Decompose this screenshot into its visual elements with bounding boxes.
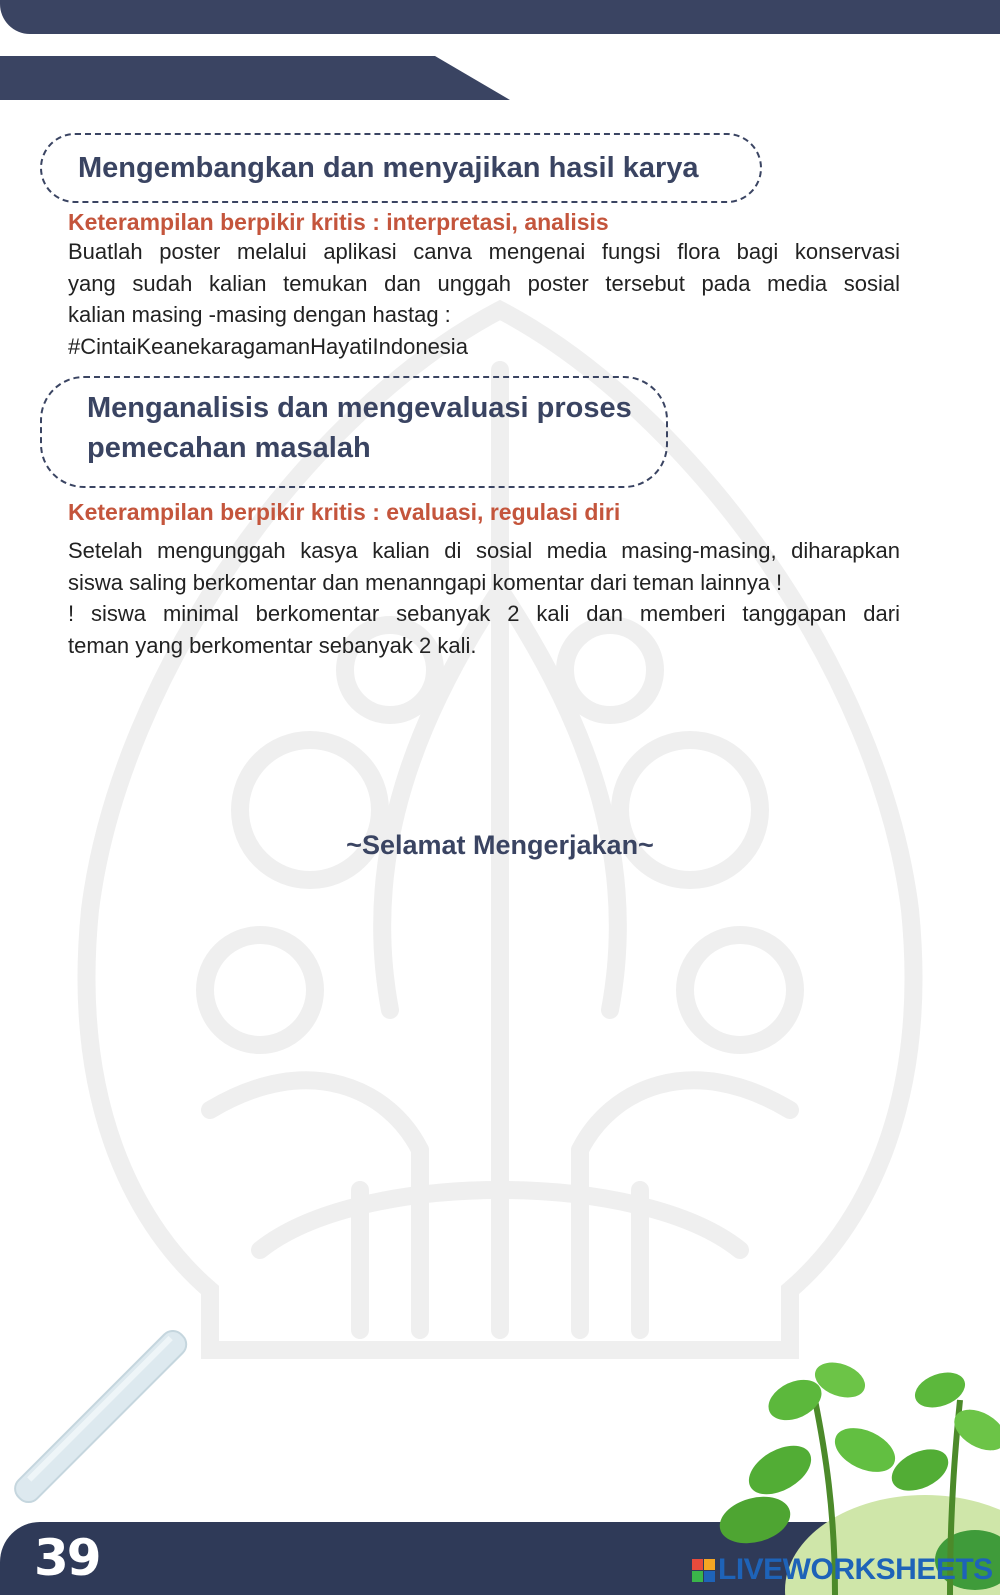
liveworksheets-logo[interactable]	[692, 1552, 993, 1588]
section-1-title: Mengembangkan dan menyajikan hasil karya	[78, 152, 699, 184]
section-1-hashtag: #CintaiKeanekaragamanHayatiIndonesia	[68, 333, 468, 359]
section-2-title-line-2: pemecahan masalah	[87, 432, 371, 464]
page-number: 39	[34, 1529, 100, 1587]
section-1-line: yang sudah kalian temukan dan unggah poster tersebut pada media sosial	[68, 270, 900, 296]
section-2-instructions	[68, 535, 900, 661]
pen-illustration-icon	[0, 1330, 190, 1520]
section-1-line: Buatlah poster melalui aplikasi canva mengenai fungsi flora bagi konservasi	[68, 239, 900, 264]
section-1-skill-label: Keterampilan berpikir kritis : interpretasi, analisis	[68, 209, 609, 235]
section-2-skill-label: Keterampilan berpikir kritis : evaluasi, regulasi diri	[68, 499, 621, 525]
top-header-bar	[0, 0, 1000, 34]
section-2-line: ! siswa minimal berkomentar sebanyak 2 kali dan memberi tanggapan dari	[68, 601, 900, 626]
liveworksheets-logo-icon	[692, 1559, 715, 1582]
section-2-line: teman yang berkomentar sebanyak 2 kali.	[68, 632, 477, 658]
header-tab-shape	[0, 56, 510, 100]
section-1-line: kalian masing -masing dengan hastag :	[68, 302, 451, 327]
liveworksheets-brand: LIVEWORKSHEETS	[718, 1553, 993, 1586]
section-1-instructions	[68, 236, 900, 362]
closing-message: ~Selamat Mengerjakan~	[346, 830, 654, 860]
section-2-title	[87, 388, 657, 468]
section-2-line: siswa saling berkomentar dan menanngapi komentar dari teman lainnya !	[68, 569, 783, 595]
section-2-line: Setelah mengunggah kasya kalian di sosial media masing-masing, diharapkan	[68, 538, 900, 563]
section-2-title-line-1: Menganalisis dan mengevaluasi proses	[87, 392, 632, 424]
